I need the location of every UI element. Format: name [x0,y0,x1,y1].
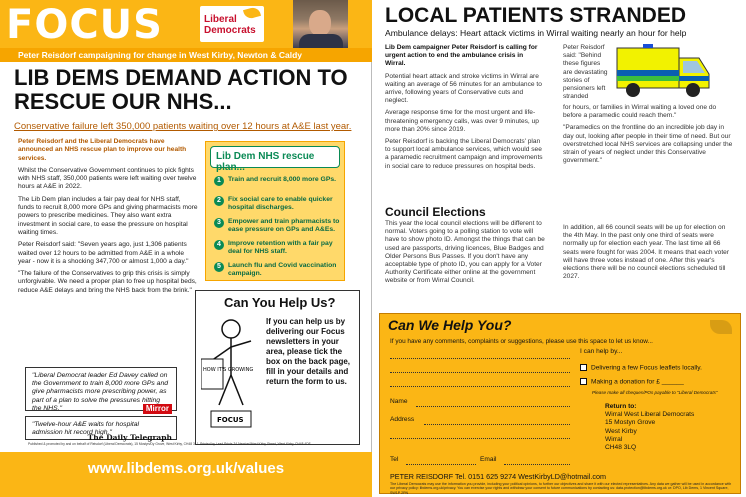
council-elections-text: In addition, all 66 council seats will be up for election on the 4th May. In the past only one third of seats were normally up for election each year. The last time all 66 seats were fought for was 2004. It means that each voter will have three votes instead of one. After this year's elections there will be no council elections scheduled till 2027. [563,224,730,281]
rescue-plan-box [205,141,345,281]
comments-line[interactable] [390,358,570,359]
cartoon-sign-text: HOW IT'S GROWING [203,367,254,373]
reply-form-intro: If you have any comments, complaints or suggestions, please use this space to let us know... [390,338,653,345]
donate-checkbox[interactable] [580,378,587,385]
privacy-notice: The Liberal Democrats may use the information you provide, including your political opinions, to further our objectives and share it with our elected representatives. Any data we gather will be used in accordance with our privacy policy: libdems.org.uk/privacy. You can exercise your rights and withdraw your consent to future communications by contacting us: data.protection@libdems.org.uk or: DPO, Lib Dems, 1 Vincent Square, SW1P 2PN [390,482,732,495]
return-line: Wirral West Liberal Democrats [605,411,695,419]
press-quote-telegraph [25,416,177,440]
article-lead: Lib Dem campaigner Peter Reisdorf is calling for urgent action to end the ambulance crisis in Wirral. [385,44,538,68]
name-label: Name [390,398,408,405]
address-label: Address [390,416,415,423]
article-paragraph: Peter Reisdorf said: "Seven years ago, just 1,306 patients waited over 12 hours to be admitted from A&E in a whole year - now it is a shocking 347,700 or almost 1,000 a day." [18,241,189,265]
ambulance-icon [613,40,713,102]
deliver-option-label: Delivering a few Focus leaflets locally. [591,364,702,372]
council-elections-title: Council Elections [385,205,486,219]
bird-watermark-icon [710,320,732,334]
article-paragraph: "The failure of the Conservatives to grip this crisis is simply unforgivable. We need a proper plan to free up hospital beds, reduce A&E delays and bring the NHS back from the brink." [18,270,197,294]
plan-item-text: Improve retention with a fair pay deal for NHS staff. [228,240,333,255]
address-field-2[interactable] [390,438,570,439]
footer-url-link[interactable]: www.libdems.org.uk/values [87,460,285,477]
plan-item-number: 3 [214,218,224,228]
logo-text-line1: Liberal [204,14,237,25]
contact-line: PETER REISDORF Tel. 0151 625 9274 WestKirbyLD@hotmail.com [390,472,606,481]
article-paragraph: The Lib Dem plan includes a fair pay deal for NHS staff, funds to recruit 8,000 more GPs and giving pharmacists more powers to prescribe medicines. They also want extra investment in social care, to ease the pressure on hospital waiting times. [18,195,198,236]
plan-item-number: 1 [214,176,224,186]
main-headline: LIB DEMS DEMAND ACTION TO RESCUE OUR NHS... [14,65,348,114]
telegraph-logo: The Daily Telegraph [87,432,172,442]
bird-icon [243,6,261,20]
back-subheadline: Ambulance delays: Heart attack victims in Wirral waiting nearly an hour for help [385,28,687,38]
plan-item-text: Empower and train pharmacists to ease pressure on GPs and A&Es. [228,218,340,233]
plan-item-text: Launch flu and Covid vaccination campaign. [228,262,337,277]
imprint: Published & promoted by and on behalf of Reisdorf (Liberal Democrats), 15 Mostyn/Dy Grove, West Kirby, CH48 3LJ. Printed by Lead Prints 34 Newton/West Kirby Street, West Kirby, CH48 4DF [28,442,311,446]
volunteer-text: If you can help us by delivering our Focus newsletters in your area, please tick the box on the back page, fill in your details and return the form to us. [266,317,351,386]
return-line: Wirral [605,435,623,443]
newsletter-title: FOCUS [6,2,163,48]
back-page [373,0,746,497]
quote-text: "Liberal Democrat leader Ed Davey called on the Government to train 8,000 more GPs and give pharmacists more prescribing power, as part of a plan to solve the pressures hitting the NHS." [32,372,169,412]
ambulance-article-continued [563,104,733,169]
cartoon-label: FOCUS [217,416,244,424]
plan-item-number: 5 [214,262,224,272]
article-paragraph: for hours, or families in Wirral waiting a loved one do before a paramedic could reach them." [563,104,717,120]
delivery-cartoon-icon [201,315,261,435]
mirror-logo: Mirror [143,404,172,414]
return-to-label: Return to: [605,403,637,410]
donate-option-label: Making a donation for £ ______ [591,378,684,386]
email-label: Email [480,456,497,463]
comments-line[interactable] [390,372,570,373]
return-line: CH48 3LQ [605,444,637,452]
plan-item-text: Train and recruit 8,000 more GPs. [228,176,337,183]
reply-form-title: Can We Help You? [388,317,512,333]
quote-text: "Twelve-hour A&E waits for hospital admission hit record high." [32,421,140,437]
headline-tagline: Conservative failure left 350,000 patients waiting over 12 hours at A&E last year. [14,121,352,132]
deliver-option[interactable] [580,364,702,371]
footer-bar [0,452,372,497]
plan-item-number: 4 [214,240,224,250]
can-help-label: I can help by... [580,348,623,355]
return-line: 15 Mostyn Grove [605,419,656,427]
portrait-body [299,34,343,48]
article-paragraph: Average response time for the most urgent and life-threatening emergency calls, was over 9 minutes, up more than 20% since 2019. [385,109,539,133]
ambulance-article [385,44,545,175]
volunteer-title: Can You Help Us? [224,295,336,310]
article-paragraph: "Paramedics on the frontline do an incredible job day in day out, looking after people in their time of need. But our overstretched local NHS services are collapsing under the strain of years of neglect under this Conservative government." [563,124,733,165]
article-paragraph: Whilst the Conservative Government continues to pick fights with NHS staff, 350,000 patients were left waiting over twelve hours at A&E in 2022. [18,166,197,191]
address-field[interactable] [424,424,570,425]
name-field[interactable] [416,406,570,407]
logo-text-line2: Democrats [204,25,256,36]
portrait-face [309,10,331,36]
front-page [0,0,372,497]
article-lead: Peter Reisdorf and the Liberal Democrats have announced an NHS rescue plan to improve our health services. [18,138,187,162]
reply-form [379,313,741,494]
plan-item-text: Fix social care to enable quicker hospital discharges. [228,196,333,211]
campaign-subhead: Peter Reisdorf campaigning for change in West Kirby, Newton & Caldy [0,48,372,62]
plan-item-number: 2 [214,196,224,206]
masthead [0,0,372,48]
donation-note: Please make all cheques/POs payable to "Liberal Democrats" [592,390,718,395]
article-body [18,138,198,299]
candidate-photo [293,0,348,48]
lib-dem-logo [200,6,264,42]
return-address [605,403,725,452]
press-quote-mirror [25,367,177,411]
deliver-checkbox[interactable] [580,364,587,371]
email-field[interactable] [504,464,570,465]
article-paragraph: Potential heart attack and stroke victims in Wirral are waiting an average of 56 minutes for an ambulance to arrive, following years of Conservative cuts and neglect. [385,72,542,105]
return-line: West Kirby [605,427,637,435]
tel-label: Tel [390,456,399,463]
comments-line[interactable] [390,386,570,387]
tel-field[interactable] [406,464,476,465]
council-elections-text: This year the local council elections will be different to normal. Voters going to a polling station to vote will have to show photo ID. Amongst the things that can be used are passports, driving licences, Blue Badges and Older Persons Bus Passes. If you don't have any acceptable type of photo ID, you can apply for a Voter Authority Certificate either online at the government website or from Wirral Council. [385,220,545,285]
article-paragraph: Peter Reisdorf is backing the Liberal Democrats' plan to support local ambulance services, which would see a paramedic recruitment campaign and improvements in social care to reduce pressures on hospital beds. [385,138,543,170]
rescue-plan-title: Lib Dem NHS rescue plan... [210,146,340,168]
volunteer-box [195,290,360,445]
back-headline: LOCAL PATIENTS STRANDED [385,4,687,27]
reisdorf-quote: Peter Reisdorf said: "Behind these figures are devastating stories of pensioners left stranded [563,44,608,101]
donate-option[interactable] [580,378,684,385]
